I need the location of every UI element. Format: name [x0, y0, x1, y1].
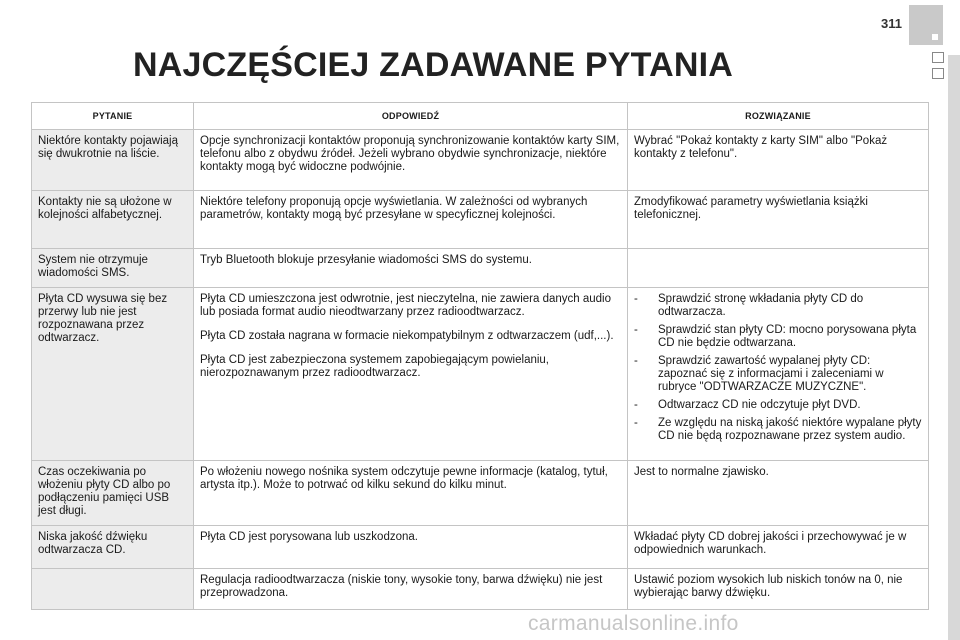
- chapter-tab-dot: [932, 34, 938, 40]
- dash-bullet: -: [634, 292, 638, 305]
- answer-cell: Po włożeniu nowego nośnika system odczytuje pewne informacje (katalog, tytuł, artysta itp.). Może to potrwać od kilku sekund do kilku minut.: [194, 461, 628, 526]
- answer-cell: Opcje synchronizacji kontaktów proponują synchronizowanie kontaktów karty SIM, telefonu albo z obydwu źródeł. Jeżeli wybrano obydwie synchronizacje, niektóre kontakty mogą być widoczne podwójnie.: [194, 130, 628, 191]
- table-row: [32, 526, 929, 569]
- watermark-text: carmanualsonline.info: [528, 612, 739, 635]
- question-cell: Niektóre kontakty pojawiają się dwukrotnie na liście.: [32, 130, 194, 191]
- solution-text: Sprawdzić stan płyty CD: mocno porysowana płyta CD nie będzie odtwarzana.: [658, 323, 917, 349]
- solution-text: Sprawdzić stronę wkładania płyty CD do odtwarzacza.: [658, 292, 864, 318]
- table-header-row: [32, 103, 929, 130]
- page-number: 311: [881, 16, 902, 31]
- question-cell: Niska jakość dźwięku odtwarzacza CD.: [32, 526, 194, 569]
- side-box-1: [932, 52, 944, 63]
- solution-cell: Zmodyfikować parametry wyświetlania książki telefonicznej.: [628, 191, 929, 249]
- dash-bullet: -: [634, 416, 638, 429]
- dash-bullet: -: [634, 354, 638, 367]
- dash-bullet: -: [634, 398, 638, 411]
- header-answer: ODPOWIEDŹ: [194, 103, 628, 130]
- side-box-2: [932, 68, 944, 79]
- solution-list-item: [634, 324, 922, 350]
- answer-paragraph: Płyta CD jest zabezpieczona systemem zapobiegającym powielaniu, nierozpoznawanym przez radioodtwarzacz.: [200, 353, 550, 379]
- solution-list-item: [634, 417, 922, 443]
- answer-cell: Regulacja radioodtwarzacza (niskie tony, wysokie tony, barwa dźwięku) nie jest przeprowadzona.: [194, 569, 628, 610]
- solution-cell: Jest to normalne zjawisko.: [628, 461, 929, 526]
- solution-list: [634, 293, 922, 443]
- question-cell: [32, 569, 194, 610]
- header-solution: ROZWIĄZANIE: [628, 103, 929, 130]
- solution-text: Ze względu na niską jakość niektóre wypalane płyty CD nie będą rozpoznawane przez system audio.: [658, 416, 922, 442]
- faq-table: [31, 102, 929, 610]
- question-cell: System nie otrzymuje wiadomości SMS.: [32, 249, 194, 288]
- solution-cell: Wybrać "Pokaż kontakty z karty SIM" albo "Pokaż kontakty z telefonu".: [628, 130, 929, 191]
- solution-cell: Ustawić poziom wysokich lub niskich tonów na 0, nie wybierając barwy dźwięku.: [628, 569, 929, 610]
- question-cell: Czas oczekiwania po włożeniu płyty CD albo po podłączeniu pamięci USB jest długi.: [32, 461, 194, 526]
- solution-cell: Wkładać płyty CD dobrej jakości i przechowywać je w odpowiednich warunkach.: [628, 526, 929, 569]
- table-row: [32, 287, 929, 460]
- question-cell: Płyta CD wysuwa się bez przerwy lub nie jest rozpoznawana przez odtwarzacz.: [32, 287, 194, 460]
- answer-cell: Płyta CD jest porysowana lub uszkodzona.: [194, 526, 628, 569]
- solution-cell: [628, 287, 929, 460]
- table-row: [32, 569, 929, 610]
- answer-paragraph: Płyta CD umieszczona jest odwrotnie, jest nieczytelna, nie zawiera danych audio lub posiada format audio nieodtwarzany przez radioodtwarzacz.: [200, 292, 612, 318]
- question-cell: Kontakty nie są ułożone w kolejności alfabetycznej.: [32, 191, 194, 249]
- solution-list-item: [634, 399, 922, 412]
- table-row: [32, 191, 929, 249]
- dash-bullet: -: [634, 323, 638, 336]
- solution-text: Odtwarzacz CD nie odczytuje płyt DVD.: [658, 398, 861, 411]
- side-rail: [948, 55, 960, 640]
- answer-cell: Tryb Bluetooth blokuje przesyłanie wiadomości SMS do systemu.: [194, 249, 628, 288]
- table-row: [32, 249, 929, 288]
- answer-cell: [194, 287, 628, 460]
- table-row: [32, 130, 929, 191]
- solution-text: Sprawdzić zawartość wypalanej płyty CD: zapoznać się z informacjami i zaleceniami w rubryce "ODTWARZACZE MUZYCZNE".: [658, 354, 884, 393]
- header-question: PYTANIE: [32, 103, 194, 130]
- page-title: NAJCZĘŚCIEJ ZADAWANE PYTANIA: [133, 46, 734, 84]
- answer-paragraph: Płyta CD została nagrana w formacie niekompatybilnym z odtwarzaczem (udf,...).: [200, 329, 614, 342]
- solution-list-item: [634, 355, 922, 394]
- answer-cell: Niektóre telefony proponują opcje wyświetlania. W zależności od wybranych parametrów, kontakty mogą być przesyłane w specyficznej kolejności.: [194, 191, 628, 249]
- solution-cell: [628, 249, 929, 288]
- solution-list-item: [634, 293, 922, 319]
- table-row: [32, 461, 929, 526]
